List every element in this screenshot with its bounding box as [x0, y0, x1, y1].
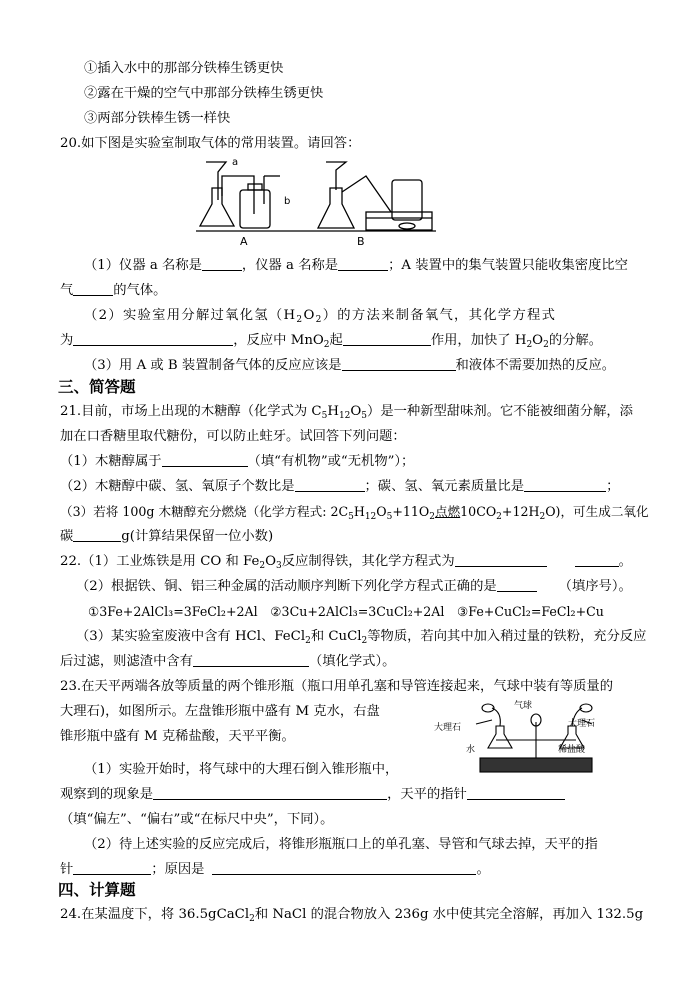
lab-apparatus-figure: [196, 156, 446, 248]
q20-part1-line1: （1）仪器 a 名称是 ，仪器 a 名称是 ；A 装置中的集气装置只能收集密度比空: [84, 258, 628, 273]
option-2: ②露在干燥的空气中那部分铁棒生锈更快: [84, 86, 324, 101]
q21-line2: 加在口香糖里取代糖份，可以防止蛀牙。试回答下列问题：: [60, 429, 406, 444]
option-3: ③两部分铁棒生锈一样快: [84, 111, 231, 126]
q23-line1: 23.在天平两端各放等质量的两个锥形瓶（瓶口用单孔塞和导管连接起来，气球中装有等质量的: [60, 679, 614, 694]
option-1: ①插入水中的那部分铁棒生锈更快: [84, 61, 284, 76]
q21-line1: 21.目前，市场上出现的木糖醇（化学式为 $C_5H_{12}O_5$）是一种新型甜味剂。它不能被细菌分解，添: [60, 404, 633, 421]
q24-line1: 24.在某温度下，将 36.5gCaCl$_2$和 NaCl 的混合物放入 236g 水中使其完全溶解，再加入 132.5g: [60, 907, 644, 924]
q22-part2: （2）根据铁、铜、铝三种金属的活动顺序判断下列化学方程式正确的是 （填序号）。: [76, 579, 632, 594]
q20-part2-line1: （2）实验室用分解过氧化氢$(H_2O_2)$的方法来制备氧气，其化学方程式: [84, 308, 557, 325]
section-title-4: 四、计算题: [58, 881, 136, 899]
q20-part1-line2: 气 的气体。: [60, 283, 167, 298]
label-b: b: [284, 196, 291, 207]
q23-part1-line3: （填“偏左”、“偏右”或“在标尺中央”，下同）。: [60, 812, 334, 827]
q23-part1-line1: （1）实验开始时，将气球中的大理石倒入锥形瓶中，: [84, 762, 399, 777]
q21-part1: （1）木糖醇属于 （填“有机物”或“无机物”）；: [60, 454, 415, 469]
q23-line3: 锥形瓶中盛有 M 克稀盐酸，天平平衡。: [60, 729, 295, 744]
q20-part3: （3）用 A 或 B 装置制备气体的反应应该是 和液体不需要加热的反应。: [84, 358, 616, 373]
label-balloon: 气球: [514, 701, 533, 711]
q21-part3-line2: 碳 g(计算结果保留一位小数): [60, 529, 274, 544]
label-marble-right: 大理石: [568, 719, 596, 729]
q23-part2-line1: （2）待上述实验的反应完成后，将锥形瓶瓶口上的单孔塞、导管和气球去掉，天平的指: [84, 837, 598, 852]
label-B: B: [357, 235, 365, 248]
label-A: A: [240, 235, 248, 248]
balance-figure: [432, 700, 602, 776]
q23-part1-line2: 观察到的现象是 ，天平的指针: [60, 785, 565, 805]
q23-line2: 大理石)，如图所示。左盘锥形瓶中盛有 M 克水，右盘: [60, 704, 380, 719]
q23-part2-line2: 针 ；原因是 。: [60, 862, 490, 877]
section-title-3: 三、简答题: [58, 378, 136, 396]
q22-equations: ①3Fe+2AlCl₃=3FeCl₂+2Al ②3Cu+2AlCl₃=3CuCl₂+2Al ③Fe+CuCl₂=FeCl₂+Cu: [88, 604, 604, 619]
label-marble-left: 大理石: [434, 723, 462, 733]
label-acid: 稀盐酸: [558, 745, 586, 755]
q21-part2: （2）木糖醇中碳、氢、氧原子个数比是 ；碳、氢、氧元素质量比是 ；: [60, 479, 620, 494]
q22-part3-line1: （3）某实验室废液中含有 HCl、FeCl$_2$和 CuCl$_2$等物质，若向其中加入稍过量的铁粉，充分反应: [76, 629, 647, 646]
q22-part1: 22.（1）工业炼铁是用 CO 和 $Fe_2O_3$反应制得铁，其化学方程式为 。: [60, 554, 632, 571]
label-a: a: [232, 157, 239, 168]
q21-part3-line1: （3）若将 100g 木糖醇充分燃烧（化学方程式: $2C_5H_{12}O_5+11O_2$点燃$10CO_2+12H_2O$)，可生成二氧化: [60, 504, 649, 522]
q20-part2-line2: 为 ，反应中 MnO$_2$起 作用，加快了 $H_2O_2$的分解。: [60, 333, 602, 350]
q22-part3-line2: 后过滤，则滤渣中含有 （填化学式）。: [60, 654, 396, 669]
label-water: 水: [466, 745, 476, 755]
q20-intro: 20.如下图是实验室制取气体的常用装置。请回答：: [60, 136, 361, 151]
